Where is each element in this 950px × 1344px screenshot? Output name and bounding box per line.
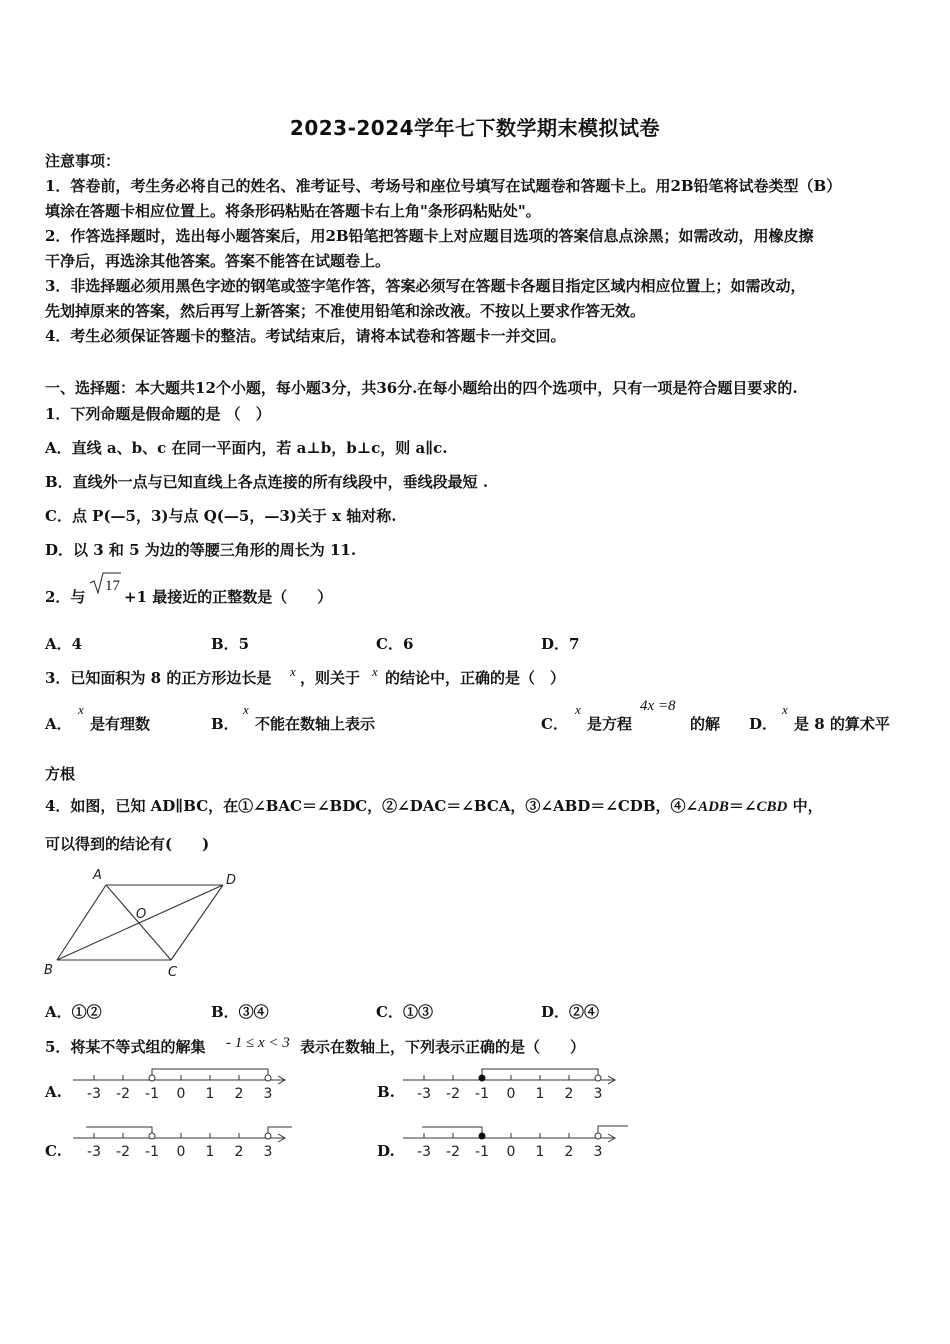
label-o: O <box>136 907 147 922</box>
q3-stem-a: 3．已知面积为 8 的正方形边长是 <box>45 669 272 687</box>
q3-stem-c: 的结论中，正确的是（ ） <box>385 669 566 687</box>
label-b: B <box>44 963 53 978</box>
open-dot <box>265 1133 271 1139</box>
closed-dot <box>479 1133 485 1139</box>
q2-prefix: 2．与 <box>45 588 86 606</box>
q3-option-c-text-b: 的解 <box>690 715 721 733</box>
notice-line: 2．作答选择题时，选出每小题答案后，用2B铅笔把答题卡上对应题目选项的答案信息点涂黑；如需改动，用橡皮擦 <box>45 227 814 245</box>
q3-stem-b: ，则关于 <box>300 669 361 687</box>
q4-angle-adb: ADB <box>698 799 729 815</box>
tick-label: 1 <box>205 1144 215 1160</box>
q4-stem <box>45 795 823 816</box>
q2-suffix: +1 最接近的正整数是（ ） <box>124 588 333 606</box>
q4-option-a: A．①② <box>45 1003 102 1021</box>
q3-var: x <box>372 664 378 679</box>
tick-label: 3 <box>593 1086 603 1102</box>
q1-option-b: B．直线外一点与已知直线上各点连接的所有线段中，垂线段最短 . <box>45 473 489 491</box>
tick-label: 2 <box>234 1144 244 1160</box>
q3-option-d-continued: 方根 <box>45 765 76 783</box>
q3-option-a-label: A． <box>45 715 72 733</box>
q2-option-b: B．5 <box>211 635 250 653</box>
q3-option-b-label: B． <box>211 715 239 733</box>
label-a: A <box>93 868 102 883</box>
notice-line: 填涂在答题卡相应位置上。将条形码粘贴在答题卡右上角"条形码粘贴处"。 <box>45 202 541 220</box>
q5-stem-b: 表示在数轴上，下列表示正确的是（ ） <box>300 1038 586 1056</box>
number-line-d <box>400 1122 632 1162</box>
tick-label: -3 <box>87 1086 101 1102</box>
tick-label: -1 <box>145 1086 159 1102</box>
label-c: C <box>168 965 178 980</box>
tick-label: 3 <box>263 1144 273 1160</box>
diagonal-ac <box>106 885 171 960</box>
q3-var: x <box>290 664 296 679</box>
tick-label: 0 <box>176 1086 186 1102</box>
q3-option-d-label: D． <box>749 715 778 733</box>
q4-stem-b: 中， <box>787 797 823 815</box>
open-dot <box>595 1133 601 1139</box>
q3-option-d-text: 是 8 的算术平 <box>794 715 890 733</box>
notice-line: 干净后，再选涂其他答案。答案不能答在试题卷上。 <box>45 252 391 270</box>
number-line-c <box>70 1122 295 1162</box>
q3-var: x <box>78 702 84 717</box>
sqrt-radical <box>88 571 122 597</box>
q4-option-d: D．②④ <box>541 1003 600 1021</box>
q5-stem-a: 5．将某不等式组的解集 <box>45 1038 206 1056</box>
open-dot <box>595 1075 601 1081</box>
notice-line: 先划掉原来的答案，然后再写上新答案；不准使用铅笔和涂改液。不按以上要求作答无效。 <box>45 302 646 320</box>
q1-stem: 1．下列命题是假命题的是 （ ） <box>45 405 271 423</box>
tick-label: 1 <box>535 1144 545 1160</box>
q4-stem-line2: 可以得到的结论有( ) <box>45 835 210 853</box>
tick-label: 0 <box>506 1144 516 1160</box>
open-dot <box>265 1075 271 1081</box>
q3-option-a-text: 是有理数 <box>90 715 151 733</box>
tick-label: -2 <box>446 1144 460 1160</box>
q5-option-c-label: C. <box>45 1142 62 1160</box>
tick-label: 1 <box>535 1086 545 1102</box>
tick-label: -2 <box>116 1086 130 1102</box>
notice-line: 4．考生必须保证答题卡的整洁。考试结束后，请将本试卷和答题卡一并交回。 <box>45 327 566 345</box>
tick-label: -2 <box>116 1144 130 1160</box>
tick-label: -2 <box>446 1086 460 1102</box>
q3-var: x <box>243 702 249 717</box>
q4-option-c: C．①③ <box>376 1003 433 1021</box>
number-line-a <box>70 1064 295 1104</box>
tick-label: -1 <box>475 1086 489 1102</box>
q3-var: x <box>782 702 788 717</box>
q1-option-d: D．以 3 和 5 为边的等腰三角形的周长为 11. <box>45 541 357 559</box>
q5-option-b-label: B. <box>377 1083 395 1101</box>
q3-option-b-text: 不能在数轴上表示 <box>255 715 376 733</box>
number-line-b <box>400 1064 625 1104</box>
q1-option-a: A．直线 a、b、c 在同一平面内，若 a⊥b，b⊥c，则 a∥c. <box>45 439 448 457</box>
q3-option-c-label: C． <box>541 715 568 733</box>
q3-option-c-text-a: 是方程 <box>587 715 633 733</box>
q2-option-a: A．4 <box>45 635 83 653</box>
tick-label: -3 <box>87 1144 101 1160</box>
q5-option-d-label: D. <box>377 1142 395 1160</box>
notice-line: 1．答卷前，考生务必将自己的姓名、准考证号、考场号和座位号填写在试题卷和答题卡上。用2B铅笔将试卷类型（B） <box>45 177 842 195</box>
notice-block <box>45 149 841 349</box>
tick-label: -1 <box>475 1144 489 1160</box>
open-dot <box>149 1075 155 1081</box>
q5-option-a-label: A. <box>45 1083 62 1101</box>
q3-var: x <box>575 702 581 717</box>
label-d: D <box>226 873 237 888</box>
tick-label: -3 <box>417 1086 431 1102</box>
q2-option-c: C．6 <box>376 635 414 653</box>
tick-label: -1 <box>145 1144 159 1160</box>
tick-label: 2 <box>564 1086 574 1102</box>
q1-option-c: C．点 P(—5，3)与点 Q(—5，—3)关于 x 轴对称. <box>45 507 397 525</box>
tick-label: 0 <box>176 1144 186 1160</box>
q3-equation: 4x =8 <box>640 698 676 714</box>
tick-label: 3 <box>263 1086 273 1102</box>
tick-label: 0 <box>506 1086 516 1102</box>
open-dot <box>149 1133 155 1139</box>
q4-option-b: B．③④ <box>211 1003 269 1021</box>
tick-label: 2 <box>564 1144 574 1160</box>
q5-inequality: - 1 ≤ x < 3 <box>226 1035 290 1051</box>
tick-label: 1 <box>205 1086 215 1102</box>
tick-label: -3 <box>417 1144 431 1160</box>
section-heading: 一、选择题：本大题共12个小题，每小题3分，共36分.在每小题给出的四个选项中，只有一项是符合题目要求的. <box>45 379 798 397</box>
closed-dot <box>479 1075 485 1081</box>
notice-heading: 注意事项： <box>45 152 121 170</box>
tick-label: 3 <box>593 1144 603 1160</box>
parallelogram-figure <box>40 862 255 984</box>
q4-stem-eq: ＝∠ <box>728 797 757 815</box>
q2-option-d: D．7 <box>541 635 580 653</box>
notice-line: 3．非选择题必须用黑色字迹的钢笔或签字笔作答，答案必须写在答题卡各题目指定区域内相应位置上；如需改动， <box>45 277 806 295</box>
q4-stem-a: 4．如图，已知 AD∥BC，在①∠BAC＝∠BDC，②∠DAC＝∠BCA，③∠ABD＝∠CDB，④∠ <box>45 797 699 815</box>
page-title: 2023-2024学年七下数学期末模拟试卷 <box>289 116 661 140</box>
q4-angle-cbd: CBD <box>756 799 788 815</box>
radicand: 17 <box>105 578 120 594</box>
tick-label: 2 <box>234 1086 244 1102</box>
